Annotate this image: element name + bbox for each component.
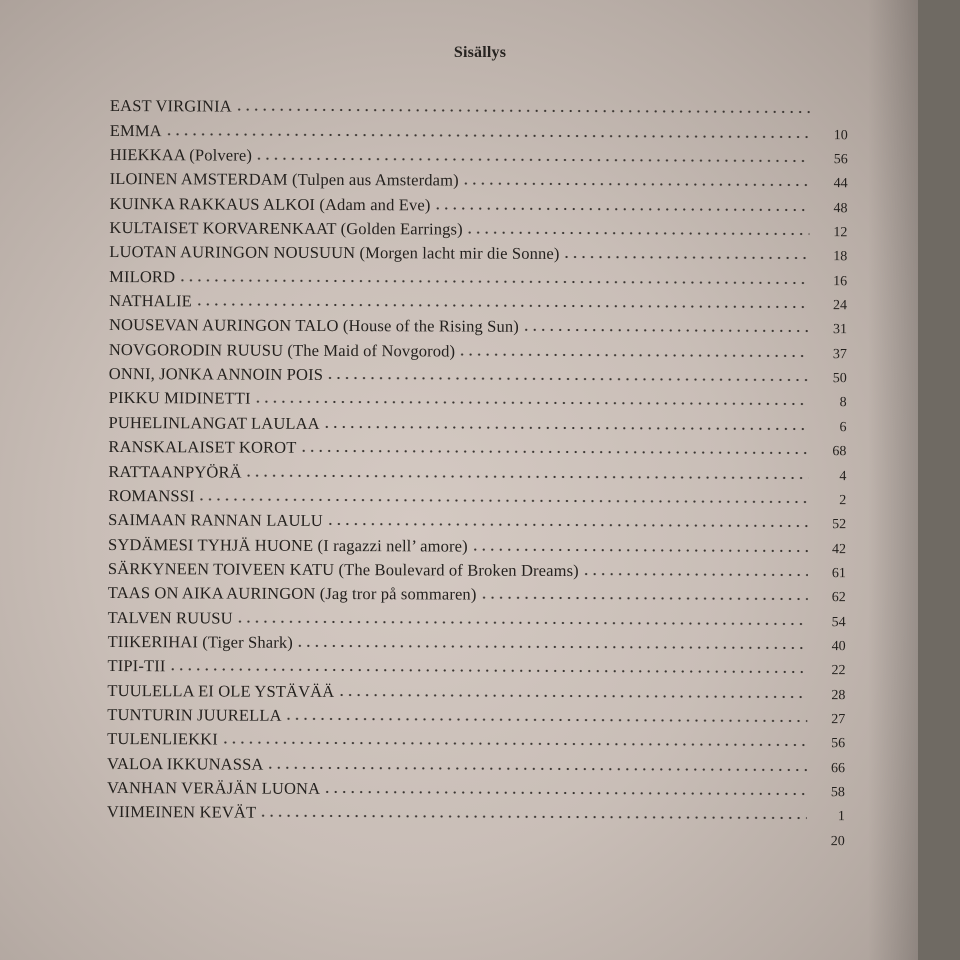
toc-entry-page-number: 8: [839, 395, 847, 411]
toc-entry: [109, 262, 847, 290]
toc-entry-page-number: 61: [831, 566, 846, 582]
toc-entry-page-number: 1: [837, 809, 845, 825]
toc-entry-title: PIKKU MIDINETTI: [108, 388, 251, 409]
toc-entry-page-number: 42: [831, 541, 847, 557]
dot-leader: [255, 156, 810, 164]
toc-entry-page-number: 20: [830, 833, 845, 849]
toc-entry-page-number: 62: [831, 590, 846, 606]
dot-leader: [458, 351, 809, 359]
dot-leader: [522, 327, 809, 334]
dot-leader: [198, 496, 809, 505]
toc-entry: [107, 676, 845, 704]
toc-entry-title: KULTAISET KORVARENKAAT (Golden Earrings): [109, 218, 463, 239]
toc-entry: [109, 408, 847, 436]
toc-entry-title: KUINKA RAKKAUS ALKOI (Adam and Eve): [109, 193, 431, 215]
toc-entry-title: VIIMEINEN KEVÄT: [106, 802, 257, 822]
toc-entry-page-number: 56: [831, 736, 846, 752]
toc-entry-title: RATTAANPYÖRÄ: [108, 461, 242, 482]
dot-leader: [165, 131, 810, 140]
toc-entry-title: TUULELLA EI OLE YSTÄVÄÄ: [107, 680, 335, 701]
toc-entry: [107, 822, 845, 850]
toc-entry-title: TAAS ON AIKA AURINGON (Jag tror på sommaren): [107, 583, 477, 604]
toc-entry-title: TIPI-TII: [107, 656, 166, 676]
dot-leader: [259, 813, 807, 821]
toc-entry-page-number: 68: [832, 444, 847, 460]
toc-entry-page-number: 28: [831, 687, 846, 703]
dot-leader: [471, 546, 808, 553]
dot-leader: [326, 521, 808, 529]
dot-leader: [168, 667, 807, 676]
toc-entry-title: SYDÄMESI TYHJÄ HUONE (I ragazzi nell’ amore): [107, 534, 468, 556]
toc-entry: [110, 141, 848, 169]
dot-leader: [337, 692, 807, 700]
toc-entry-page-number: 37: [832, 346, 847, 362]
toc-entry-title: ILOINEN AMSTERDAM (Tulpen aus Amsterdam): [109, 169, 459, 190]
toc-entry: [108, 457, 846, 485]
toc-entry-page-number: 44: [833, 176, 848, 192]
dot-leader: [323, 424, 809, 432]
toc-entry: [109, 287, 847, 315]
dot-leader: [323, 789, 807, 797]
toc-entry: [110, 165, 848, 193]
dot-leader: [221, 740, 807, 749]
page-title: Sisällys: [453, 44, 507, 61]
toc-entry-title: SAIMAAN RANNAN LAULU: [108, 510, 323, 531]
toc-entry-title: TALVEN RUUSU: [107, 607, 233, 628]
dot-leader: [195, 301, 809, 310]
page-edge-shadow: [868, 0, 918, 960]
toc-entry-page-number: 2: [839, 493, 847, 509]
toc-entry: [107, 652, 845, 680]
toc-entry-title: HIEKKAA (Polvere): [109, 145, 253, 165]
toc-entry: [108, 555, 846, 583]
toc-entry-page-number: 12: [833, 225, 848, 241]
toc-entry: [109, 311, 847, 339]
dot-leader: [245, 472, 809, 480]
dot-leader: [326, 375, 809, 383]
toc-entry-title: TULENLIEKKI: [107, 729, 218, 749]
toc-entry-page-number: 50: [832, 371, 847, 387]
dot-leader: [254, 399, 809, 407]
toc-entry-title: LUOTAN AURINGON NOUSUUN (Morgen lacht mir die Sonne): [109, 242, 560, 264]
toc-entry-page-number: 4: [839, 468, 847, 484]
toc-entry-page-number: 10: [833, 127, 848, 143]
toc-entry-title: ONNI, JONKA ANNOIN POIS: [108, 364, 324, 385]
toc-entry: [107, 725, 845, 753]
dot-leader: [285, 716, 808, 724]
table-of-contents: [107, 92, 848, 850]
toc-entry: [108, 433, 846, 461]
toc-entry: [107, 701, 845, 729]
toc-entry-page-number: 31: [832, 322, 848, 338]
dot-leader: [433, 205, 809, 213]
toc-entry-title: NOUSEVAN AURINGON TALO (House of the Rising Sun): [108, 315, 520, 337]
dot-leader: [266, 764, 807, 772]
toc-entry-page-number: 22: [831, 663, 846, 679]
toc-entry: [107, 749, 845, 777]
dot-leader: [296, 643, 808, 651]
toc-entry-page-number: 16: [833, 273, 848, 289]
toc-entry: [109, 360, 847, 388]
toc-entry-title: NATHALIE: [109, 291, 192, 311]
dot-leader: [466, 230, 810, 237]
toc-entry: [108, 628, 846, 656]
toc-entry-page-number: 54: [831, 614, 846, 630]
toc-entry-page-number: 48: [833, 200, 848, 216]
toc-entry: [109, 335, 847, 363]
toc-entry-page-number: 24: [833, 298, 848, 314]
toc-entry: [107, 798, 845, 826]
dot-leader: [582, 571, 808, 578]
toc-entry: [110, 92, 848, 120]
toc-entry-title: VANHAN VERÄJÄN LUONA: [106, 777, 321, 798]
toc-entry-title: RANSKALAISET KOROT: [108, 437, 297, 457]
toc-entry-title: TIIKERIHAI (Tiger Shark): [107, 631, 294, 652]
toc-entry-title: MILORD: [109, 266, 176, 287]
dot-leader: [299, 448, 808, 456]
toc-entry-title: PUHELINLANGAT LAULAA: [108, 412, 320, 433]
toc-entry-title: TUNTURIN JUURELLA: [107, 704, 282, 725]
dot-leader: [178, 277, 809, 286]
toc-entry: [109, 384, 847, 412]
toc-entry: [109, 189, 847, 217]
toc-entry: [108, 530, 846, 558]
toc-entry: [109, 214, 847, 242]
toc-entry-page-number: 52: [832, 517, 847, 533]
toc-entry: [108, 603, 846, 631]
toc-entry-page-number: 18: [833, 249, 848, 265]
dot-leader: [235, 107, 810, 116]
toc-entry-page-number: 27: [831, 712, 846, 728]
dot-leader: [236, 618, 808, 626]
toc-entry-title: EMMA: [109, 120, 162, 140]
toc-entry-title: VALOA IKKUNASSA: [107, 753, 264, 774]
dot-leader: [563, 254, 810, 261]
toc-entry: [108, 506, 846, 534]
dot-leader: [479, 595, 807, 602]
toc-entry-page-number: 40: [831, 639, 846, 655]
toc-entry-title: SÄRKYNEEN TOIVEEN KATU (The Boulevard of Broken Dreams): [107, 558, 579, 580]
toc-entry-page-number: 6: [839, 419, 847, 436]
toc-entry-page-number: 58: [830, 785, 845, 801]
toc-entry: [110, 116, 848, 144]
toc-entry: [108, 579, 846, 607]
toc-entry: [107, 774, 845, 802]
toc-entry-title: EAST VIRGINIA: [109, 96, 232, 116]
toc-entry: [108, 481, 846, 509]
dot-leader: [462, 181, 810, 189]
toc-entry-title: ROMANSSI: [108, 485, 195, 506]
toc-entry-title: NOVGORODIN RUUSU (The Maid of Novgorod): [108, 339, 456, 361]
toc-entry-page-number: 66: [831, 760, 846, 776]
toc-entry-page-number: 56: [833, 152, 848, 168]
toc-entry: [109, 238, 847, 266]
